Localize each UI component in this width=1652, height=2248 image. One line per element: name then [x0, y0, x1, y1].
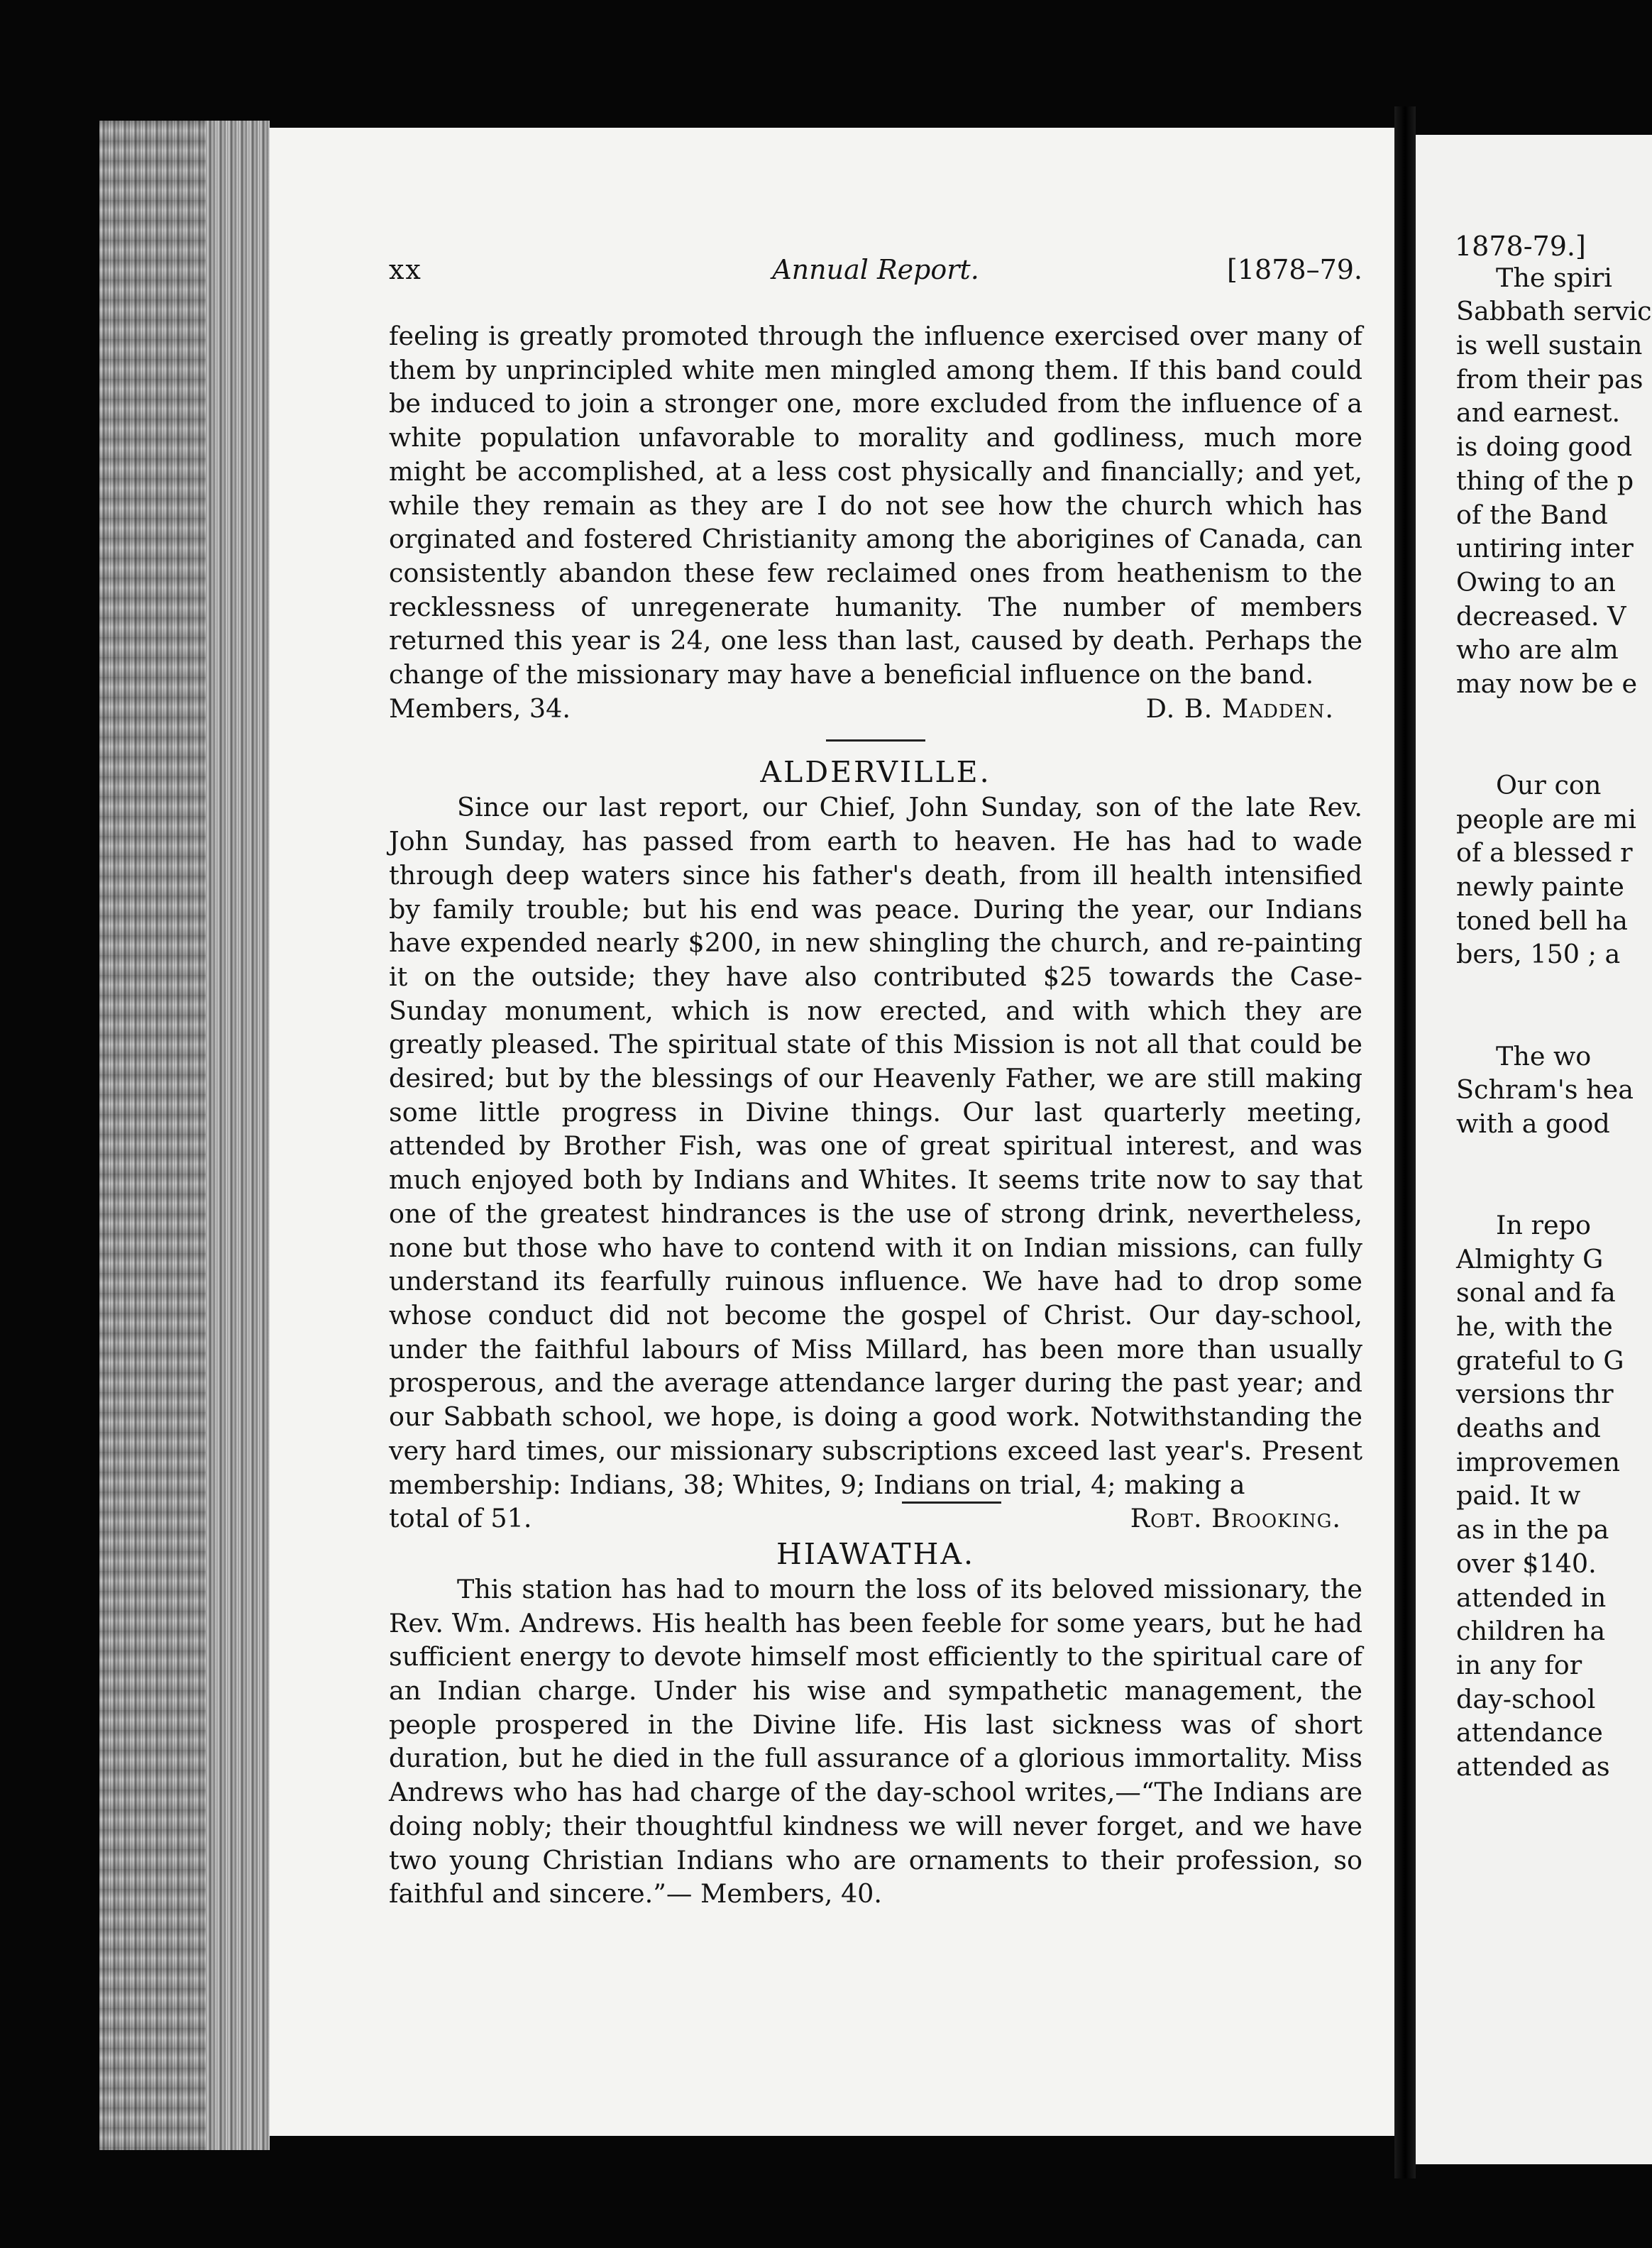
right-block2-line: people are mi	[1456, 803, 1636, 834]
right-block2-line: newly painte	[1456, 871, 1624, 903]
right-block4-line: attended as	[1456, 1751, 1610, 1782]
section-divider	[389, 725, 1362, 754]
right-block4-line: attended in	[1456, 1582, 1607, 1613]
alderville-signature: Robt. Brooking.	[1130, 1503, 1341, 1534]
book-page-edges	[99, 121, 270, 2150]
right-block2-line: Our con	[1496, 770, 1602, 800]
right-block1-line: of the Band	[1456, 499, 1608, 530]
right-block1-line: thing of the p	[1456, 465, 1634, 496]
right-block4-line: versions thr	[1456, 1379, 1614, 1410]
right-block1-line: Sabbath servic	[1456, 296, 1652, 327]
running-year: [1878–79.	[1227, 254, 1362, 285]
hiawatha-paragraph: This station has had to mourn the loss of its beloved missionary, the Rev. Wm. Andrews. His health has been feeble for some years, but he had sufficient energy to devote himself most efficiently to the spiritual care of an Indian charge. Under his wise and sympathetic management, the people prospered in the Divine life. His last sickness was of short duration, but he died in the full assurance of a glorious immortality. Miss Andrews who has had charge of the day-school writes,—“The Indians are doing nobly; their thoughtful kindness we will never forget, and we have two young Christian Indians who are ornaments to their profession, so faithful and sincere.”— Members, 40.	[389, 1573, 1362, 1910]
right-block1-line: is well sustain	[1456, 330, 1643, 361]
page-number: xx	[389, 254, 422, 285]
right-block4-line: in any for	[1456, 1649, 1582, 1680]
right-block3-line: with a good	[1456, 1108, 1610, 1139]
right-block4-line: paid. It w	[1456, 1480, 1581, 1511]
right-block3-line: The wo	[1496, 1040, 1592, 1071]
right-block3-line: Schram's hea	[1456, 1074, 1634, 1106]
right-block1-line: and earnest.	[1456, 397, 1621, 429]
book-gutter	[1394, 106, 1416, 2178]
right-block4-line: In repo	[1496, 1209, 1591, 1240]
right-block4-line: attendance	[1456, 1717, 1603, 1748]
left-page-body	[389, 319, 1362, 1911]
intro-paragraph: feeling is greatly promoted through the influence exercised over many of them by unprincipled white men mingled among them. If this band could be induced to join a stronger one, more excluded from the influence of a white population unfavorable to morality and godliness, much more might be accomplished, at a less cost physically and financially; and yet, while they remain as they are I do not see how the church which has orginated and fostered Christianity among the aborigines of Canada, can consistently abandon these few reclaimed ones from heathenism to the recklessness of unregenerate humanity. The number of members returned this year is 24, one less than last, caused by death. Perhaps the change of the missionary may have a beneficial influence on the band.	[389, 321, 1362, 690]
right-block2-line: of a blessed r	[1456, 837, 1633, 869]
right-block4-line: children ha	[1456, 1616, 1606, 1647]
right-block4-line: day-school	[1456, 1683, 1596, 1714]
right-block4-line: Almighty G	[1456, 1243, 1604, 1274]
running-header	[389, 254, 1362, 297]
right-block4-line: deaths and	[1456, 1413, 1601, 1444]
intro-members: Members, 34.	[389, 693, 571, 724]
section-heading-hiawatha: HIAWATHA.	[776, 1536, 976, 1571]
right-block4-line: grateful to G	[1456, 1345, 1624, 1376]
right-block1-line: Owing to an	[1456, 566, 1616, 597]
right-block1-line: decreased. V	[1456, 600, 1626, 632]
right-block4-line: over $140.	[1456, 1548, 1597, 1579]
alderville-signature-row	[389, 1502, 1362, 1536]
right-block1-line: untiring inter	[1456, 533, 1634, 564]
right-block1-line: is doing good	[1456, 431, 1633, 463]
right-running-year: 1878-79.]	[1455, 231, 1586, 262]
section-heading-alderville: ALDERVILLE.	[760, 755, 991, 790]
right-block1-line: who are alm	[1456, 634, 1619, 666]
right-block1-line: The spiri	[1496, 262, 1612, 293]
right-page-fragments	[1456, 227, 1652, 1784]
alderville-paragraph: Since our last report, our Chief, John Sunday, son of the late Rev. John Sunday, has passed from earth to heaven. He has had to wade through deep waters since his father's death, from ill health intensified by family trouble; but his end was peace. During the year, our Indians have expended nearly $200, in new shingling the church, and re-painting it on the outside; they have also contributed $25 towards the Case-Sunday monument, which is now erected, and with which they are greatly pleased. The spiritual state of this Mission is not all that could be desired; but by the blessings of our Heavenly Father, we are still making some little progress in Divine things. Our last quarterly meeting, attended by Brother Fish, was one of great spiritual interest, and was much enjoyed both by Indians and Whites. It seems trite now to say that one of the greatest hindrances is the use of strong drink, nevertheless, none but those who have to contend with it on Indian missions, can fully understand its fearfully ruinous influence. We have had to drop some whose conduct did not become the gospel of Christ. Our day-school, under the faithful labours of Miss Millard, has been more than usually prosperous, and the average attendance larger during the past year; and our Sabbath school, we hope, is doing a good work. Notwithstanding the very hard times, our missionary subscriptions exceed last year's. Present membership: Indians, 38; Whites, 9; Indians on trial, 4; making a	[389, 792, 1362, 1500]
right-block2-line: bers, 150 ; a	[1456, 939, 1621, 970]
section-divider	[902, 1502, 1001, 1536]
right-block4-line: improvemen	[1456, 1446, 1621, 1477]
intro-signature-row	[389, 692, 1362, 726]
intro-signature: D. B. Madden.	[1145, 693, 1334, 724]
right-block1-line: from their pas	[1456, 363, 1643, 395]
alderville-total: total of 51.	[389, 1503, 532, 1534]
right-block4-line: as in the pa	[1456, 1514, 1609, 1546]
right-block2-line: toned bell ha	[1456, 905, 1628, 936]
running-title: Annual Report.	[772, 254, 979, 285]
right-block4-line: he, with the	[1456, 1311, 1613, 1342]
right-block4-line: sonal and fa	[1456, 1277, 1616, 1308]
right-block1-line: may now be e	[1456, 668, 1638, 699]
